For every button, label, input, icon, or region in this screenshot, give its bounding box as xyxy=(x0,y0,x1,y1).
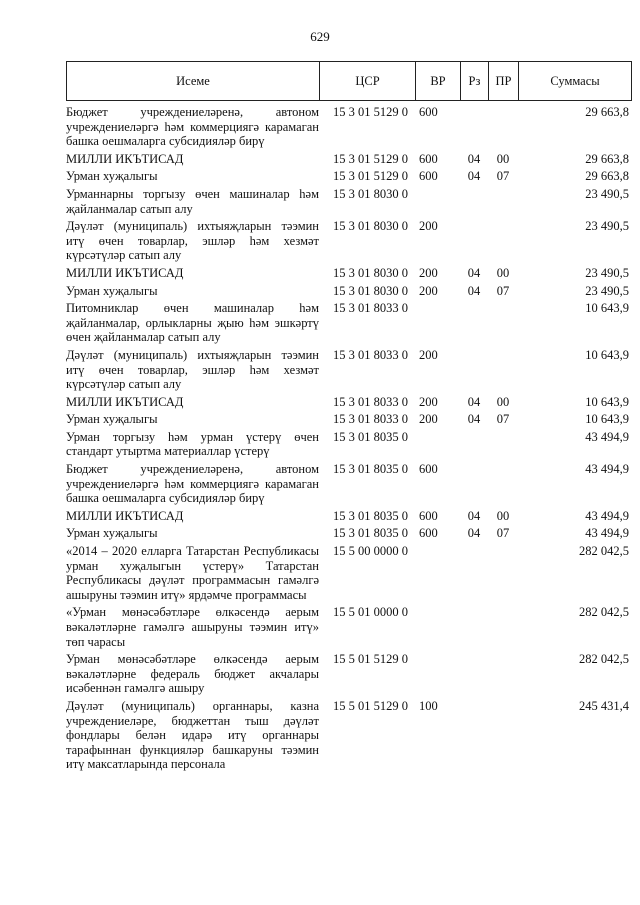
cell-csr: 15 5 01 0000 0 xyxy=(333,605,408,620)
cell-name: МИЛЛИ ИКЪТИСАД xyxy=(66,394,184,409)
cell-csr: 15 3 01 5129 0 xyxy=(333,169,408,184)
cell-vr: 200 xyxy=(419,347,438,362)
cell-sum: 43 494,9 xyxy=(585,462,629,477)
cell-name: МИЛЛИ ИКЪТИСАД xyxy=(66,151,184,166)
cell-csr: 15 3 01 8030 0 xyxy=(333,265,408,280)
cell-rz: 04 xyxy=(467,169,481,184)
cell-name: Урман хуҗалыгы xyxy=(66,412,158,427)
cell-vr: 600 xyxy=(419,105,438,119)
cell-name: МИЛЛИ ИКЪТИСАД xyxy=(66,508,184,523)
table-row xyxy=(66,509,631,524)
table-row xyxy=(66,169,631,184)
cell-name: Урман хуҗалыгы xyxy=(66,526,158,541)
cell-csr: 15 5 01 5129 0 xyxy=(333,652,408,667)
cell-csr: 15 3 01 8035 0 xyxy=(333,526,408,541)
header-vr: ВР xyxy=(416,62,461,101)
cell-pr: 00 xyxy=(496,151,510,166)
cell-csr: 15 3 01 8033 0 xyxy=(333,301,408,316)
header-rz: Рз xyxy=(461,62,489,101)
cell-name: «2014 – 2020 елларга Татарстан Республикасы урман хуҗалыгын үстерү» Татарстан Республикасы дәүләт программасын гамәлгә ашыруны тәэмин итү» ярдәмче программасы xyxy=(66,544,319,602)
cell-name: Урман хуҗалыгы xyxy=(66,169,158,184)
cell-rz: 04 xyxy=(467,526,481,541)
header-name: Исеме xyxy=(67,62,320,101)
table-body xyxy=(66,105,631,775)
cell-vr: 600 xyxy=(419,508,438,523)
cell-pr: 07 xyxy=(496,526,510,541)
table-row xyxy=(66,284,631,299)
cell-csr: 15 3 01 5129 0 xyxy=(333,151,408,166)
cell-rz: 04 xyxy=(467,412,481,427)
cell-sum: 10 643,9 xyxy=(585,347,629,362)
cell-rz: 04 xyxy=(467,151,481,166)
table-row xyxy=(66,430,631,459)
cell-name: Урманнарны торгызу өчен машиналар һәм җайланмалар сатып алу xyxy=(66,186,319,216)
table-row xyxy=(66,652,631,696)
cell-name: Урман хуҗалыгы xyxy=(66,283,158,298)
cell-name: Бюджет учреждениеләренә, автоном учреждениеләргә һәм коммерциягә карамаган башка оешмаларга субсидияләр бирү xyxy=(66,105,319,149)
cell-pr: 00 xyxy=(496,508,510,523)
cell-csr: 15 3 01 5129 0 xyxy=(333,105,408,119)
cell-sum: 23 490,5 xyxy=(585,186,629,201)
header-csr: ЦСР xyxy=(320,62,416,101)
cell-name: Урман мөнәсәбәтләре өлкәсендә аерым вәкаләтләрне федераль бюджет акчалары исәбеннән гамәлгә ашыру xyxy=(66,652,319,696)
table-row xyxy=(66,544,631,602)
table-row xyxy=(66,152,631,167)
cell-pr: 00 xyxy=(496,394,510,409)
cell-vr: 200 xyxy=(419,394,438,409)
cell-sum: 43 494,9 xyxy=(585,429,629,444)
cell-sum: 29 663,8 xyxy=(585,105,629,119)
cell-vr: 600 xyxy=(419,151,438,166)
cell-sum: 43 494,9 xyxy=(585,526,629,541)
cell-sum: 10 643,9 xyxy=(585,394,629,409)
cell-name: Урман торгызу һәм урман үстерү өчен стандарт утыртма материаллар үстерү xyxy=(66,429,319,459)
cell-sum: 23 490,5 xyxy=(585,265,629,280)
table-row xyxy=(66,219,631,263)
cell-csr: 15 3 01 8033 0 xyxy=(333,412,408,427)
cell-name: «Урман мөнәсәбәтләре өлкәсендә аерым вәкаләтләрне гамәлгә ашыруны тәэмин итү» төп чарасы xyxy=(66,605,319,649)
table-row xyxy=(66,412,631,427)
cell-vr: 100 xyxy=(419,698,438,713)
cell-rz: 04 xyxy=(467,265,481,280)
cell-sum: 245 431,4 xyxy=(579,698,629,713)
cell-csr: 15 3 01 8035 0 xyxy=(333,508,408,523)
table-row xyxy=(66,105,631,149)
cell-sum: 23 490,5 xyxy=(585,283,629,298)
cell-sum: 10 643,9 xyxy=(585,301,629,316)
cell-name: Питомниклар өчен машиналар һәм җайланмалар, орлыкларны җыю һәм эшкәртү өчен җайланмалар сатып алу xyxy=(66,301,319,345)
cell-csr: 15 3 01 8030 0 xyxy=(333,283,408,298)
cell-name: Дәүләт (муниципаль) органнары, казна учреждениеләре, бюджеттан тыш дәүләт фондлары белән идарә итү органнары тарафыннан функцияләр башкаруны тәэмин итү максатларында персонала xyxy=(66,698,319,772)
cell-vr: 200 xyxy=(419,412,438,427)
cell-sum: 282 042,5 xyxy=(579,652,629,667)
cell-csr: 15 3 01 8033 0 xyxy=(333,347,408,362)
cell-vr: 600 xyxy=(419,169,438,184)
cell-csr: 15 5 01 5129 0 xyxy=(333,698,408,713)
table-row xyxy=(66,348,631,392)
cell-pr: 07 xyxy=(496,412,510,427)
cell-vr: 600 xyxy=(419,526,438,541)
cell-rz: 04 xyxy=(467,394,481,409)
cell-sum: 29 663,8 xyxy=(585,169,629,184)
cell-pr: 07 xyxy=(496,169,510,184)
cell-csr: 15 3 01 8030 0 xyxy=(333,186,408,201)
cell-sum: 43 494,9 xyxy=(585,508,629,523)
cell-name: Дәүләт (муниципаль) ихтыяҗларын тәэмин итү өчен товарлар, эшләр һәм хезмәт күрсәтүләр сатып алу xyxy=(66,219,319,263)
cell-csr: 15 3 01 8035 0 xyxy=(333,429,408,444)
table-row xyxy=(66,526,631,541)
cell-csr: 15 3 01 8033 0 xyxy=(333,394,408,409)
cell-csr: 15 5 00 0000 0 xyxy=(333,544,408,559)
cell-rz: 04 xyxy=(467,283,481,298)
cell-name: Бюджет учреждениеләренә, автоном учреждениеләргә һәм коммерциягә карамаган башка оешмаларга субсидияләр бирү xyxy=(66,462,319,506)
cell-vr: 200 xyxy=(419,265,438,280)
cell-rz: 04 xyxy=(467,508,481,523)
table-row xyxy=(66,462,631,506)
header-pr: ПР xyxy=(489,62,519,101)
cell-vr: 200 xyxy=(419,219,438,234)
page-number: 629 xyxy=(310,29,330,44)
cell-csr: 15 3 01 8030 0 xyxy=(333,219,408,234)
cell-sum: 10 643,9 xyxy=(585,412,629,427)
cell-sum: 29 663,8 xyxy=(585,151,629,166)
table-row xyxy=(66,301,631,345)
header-sum: Суммасы xyxy=(519,62,632,101)
cell-csr: 15 3 01 8035 0 xyxy=(333,462,408,477)
table-row xyxy=(66,187,631,216)
table-row xyxy=(66,395,631,410)
cell-vr: 200 xyxy=(419,283,438,298)
table-header xyxy=(66,61,632,101)
cell-sum: 23 490,5 xyxy=(585,219,629,234)
cell-pr: 07 xyxy=(496,283,510,298)
cell-name: Дәүләт (муниципаль) ихтыяҗларын тәэмин итү өчен товарлар, эшләр һәм хезмәт күрсәтүләр сатып алу xyxy=(66,347,319,392)
cell-name: МИЛЛИ ИКЪТИСАД xyxy=(66,265,184,280)
table-row xyxy=(66,605,631,649)
table-row xyxy=(66,699,631,772)
cell-pr: 00 xyxy=(496,265,510,280)
cell-sum: 282 042,5 xyxy=(579,605,629,620)
cell-vr: 600 xyxy=(419,462,438,477)
table-row xyxy=(66,266,631,281)
cell-sum: 282 042,5 xyxy=(579,544,629,559)
